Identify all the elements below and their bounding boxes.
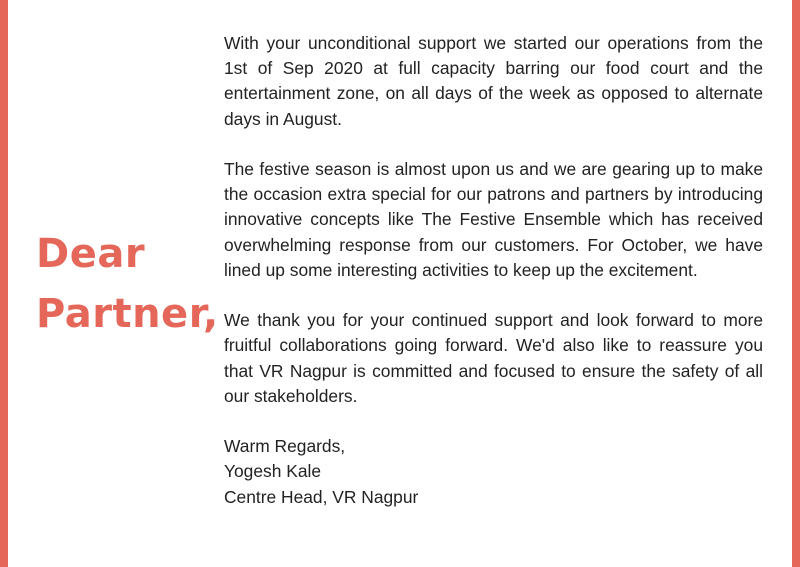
left-accent-border	[0, 0, 8, 567]
right-accent-border	[792, 0, 800, 567]
salutation-line-1: Dear	[36, 231, 146, 277]
paragraph-thanks: We thank you for your continued support and look forward to more fruitful collaborations going forward. We'd also like to reassure you that VR Nagpur is committed and focused to ensure the safety of all our stakeholders.	[224, 310, 763, 406]
salutation-line-2: Partner,	[36, 291, 219, 337]
signer-name: Yogesh Kale	[224, 461, 322, 482]
signoff-block	[224, 434, 763, 510]
paragraph-operations: With your unconditional support we started our operations from the 1st of Sep 2020 at full capacity barring our food court and the entertainment zone, on all days of the week as opposed to alternate days in August.	[224, 33, 763, 129]
letter-body	[224, 31, 763, 510]
closing-line: Warm Regards,	[224, 436, 346, 457]
salutation-heading	[36, 224, 219, 344]
signer-title: Centre Head, VR Nagpur	[224, 486, 419, 507]
paragraph-festive-season: The festive season is almost upon us and we are gearing up to make the occasion extra special for our patrons and partners by introducing innovative concepts like The Festive Ensemble which has received overwhelming response from our customers. For October, we have lined up some interesting activities to keep up the excitement.	[224, 159, 763, 280]
